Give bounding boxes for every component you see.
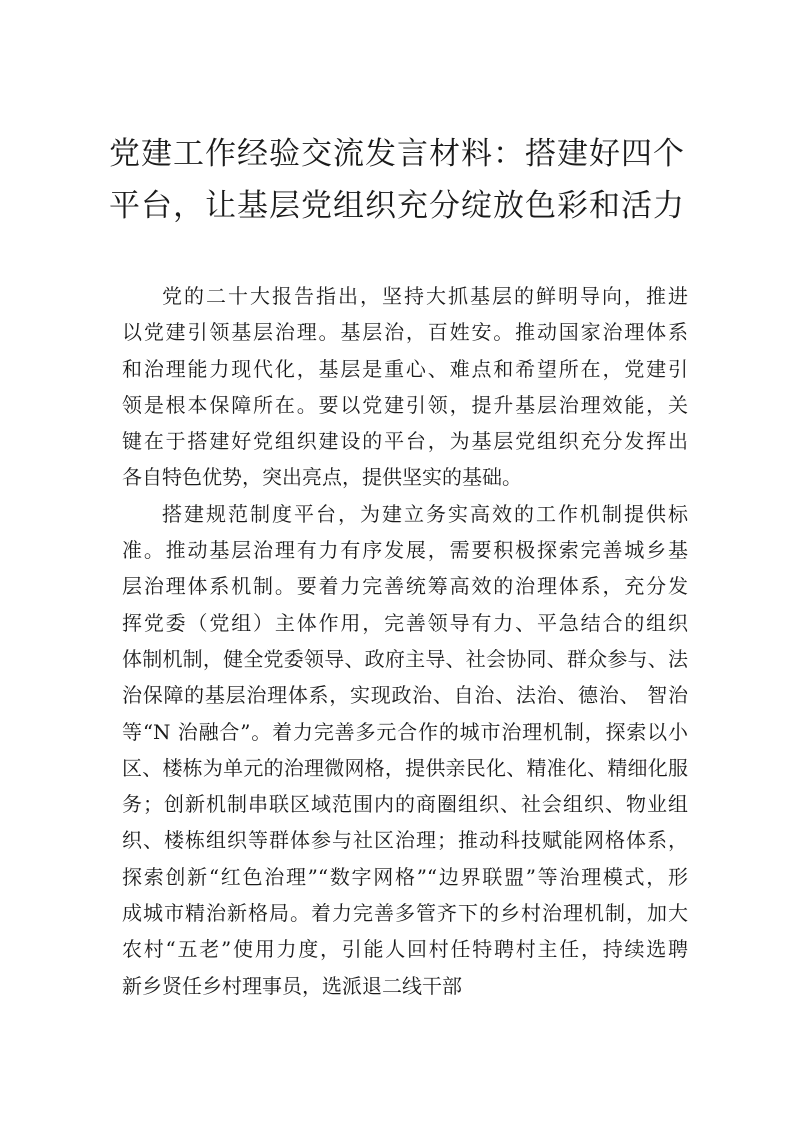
document-title	[100, 128, 694, 232]
paragraph-line: 治保障的基层治理体系，实现政治、自治、法治、德治、 智治	[122, 683, 688, 708]
paragraph-line: 务；创新机制串联区域范围内的商圈组织、社会组织、物业组	[122, 792, 688, 817]
paragraph-line: 键在于搭建好党组织建设的平台，为基层党组织充分发挥出	[122, 429, 688, 454]
paragraph-line: 各自特色优势，突出亮点，提供坚实的基础。	[122, 465, 522, 490]
paragraph-line: 新乡贤任乡村理事员，选派退二线干部	[122, 973, 462, 998]
paragraph-line: 搭建规范制度平台，为建立务实高效的工作机制提供标	[162, 501, 688, 526]
paragraph-line: 区、楼栋为单元的治理微网格，提供亲民化、精准化、精细化服	[122, 755, 688, 780]
paragraph-line: 领是根本保障所在。要以党建引领，提升基层治理效能，关	[122, 392, 688, 417]
paragraph-line: 等“N 治融合”。着力完善多元合作的城市治理机制，探索以小	[122, 719, 688, 744]
paragraph-line: 党的二十大报告指出，坚持大抓基层的鲜明导向，推进	[162, 284, 688, 308]
paragraph-line: 挥党委（党组）主体作用，完善领导有力、平急结合的组织	[122, 610, 688, 635]
paragraph-line: 和治理能力现代化，基层是重心、难点和希望所在，党建引	[122, 356, 688, 381]
document-body	[122, 278, 688, 1004]
paragraph-line: 探索创新“红色治理”“数字网格”“边界联盟”等治理模式，形	[122, 864, 688, 889]
paragraph-1	[122, 278, 688, 496]
paragraph-2	[122, 496, 688, 1004]
title-line-2: 平台，让基层党组织充分绽放色彩和活力	[109, 188, 685, 224]
paragraph-line: 准。推动基层治理有力有序发展，需要积极探索完善城乡基	[122, 538, 688, 563]
paragraph-line: 农村“五老”使用力度，引能人回村任特聘村主任，持续选聘	[122, 937, 688, 962]
paragraph-line: 体制机制，健全党委领导、政府主导、社会协同、群众参与、法	[122, 646, 688, 671]
paragraph-line: 层治理体系机制。要着力完善统筹高效的治理体系，充分发	[122, 574, 688, 599]
title-line-1: 党建工作经验交流发言材料：搭建好四个	[109, 136, 685, 172]
paragraph-line: 成城市精治新格局。着力完善多管齐下的乡村治理机制，加大	[122, 901, 688, 926]
paragraph-line: 织、楼栋组织等群体参与社区治理；推动科技赋能网格体系，	[122, 828, 688, 853]
paragraph-line: 以党建引领基层治理。基层治，百姓安。推动国家治理体系	[122, 320, 688, 345]
